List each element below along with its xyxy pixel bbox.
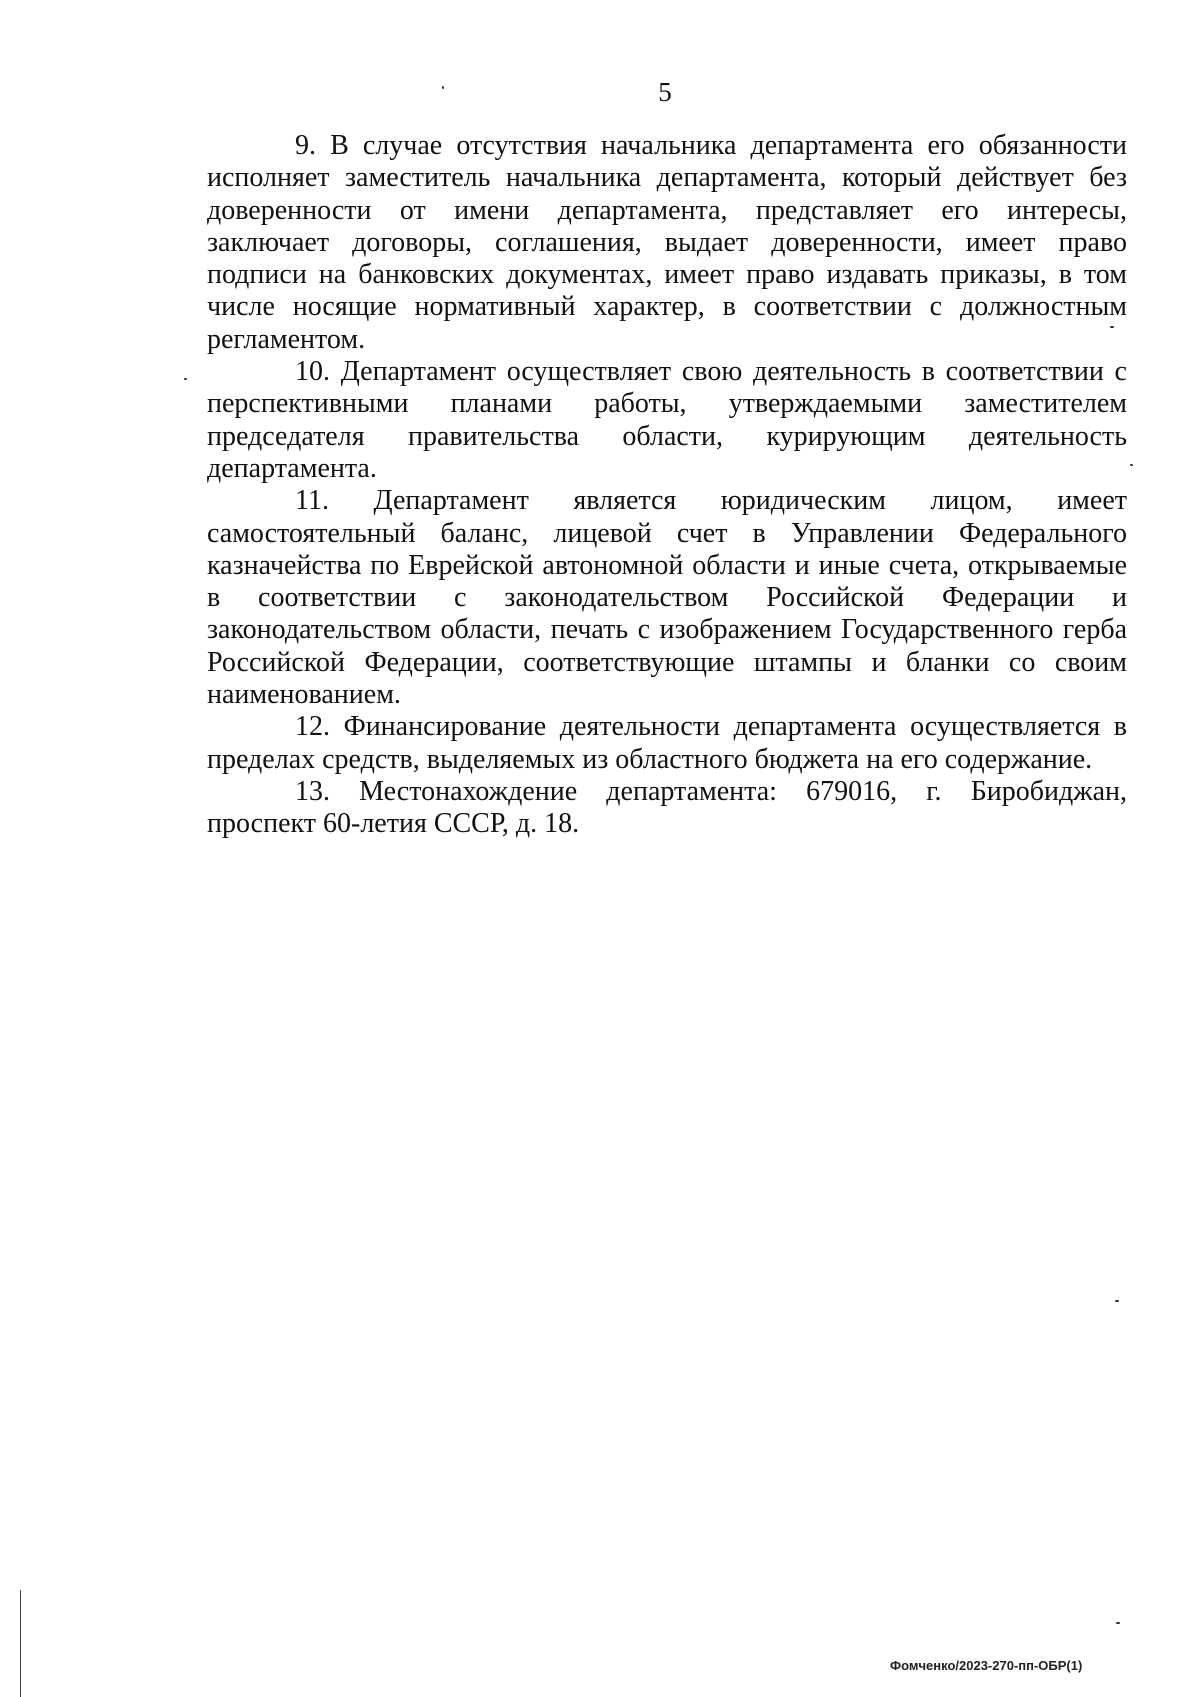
document-registration-code: Фомченко/2023-270-пп-ОБР(1): [890, 1658, 1083, 1673]
document-body: [207, 130, 1127, 841]
scan-speck: [184, 378, 187, 380]
paragraph-10: 10. Департамент осуществляет свою деятельность в соответствии с перспективными планами работы, утверждаемыми заместителем председателя правительства области, курирующим деятельность департамента.: [207, 356, 1127, 484]
scan-speck: [1115, 1300, 1119, 1302]
scan-speck: [1116, 1622, 1120, 1624]
page-number: 5: [658, 77, 672, 107]
paragraph-9: 9. В случае отсутствия начальника департамента его обязанности исполняет заместитель начальника департамента, который действует без доверенности от имени департамента, представляет его интересы, заключает договоры, соглашения, выдает доверенности, имеет право подписи на банковских документах, имеет право издавать приказы, в том числе носящие нормативный характер, в соответствии с должностным регламентом.: [207, 130, 1127, 355]
paragraph-11: 11. Департамент является юридическим лицом, имеет самостоятельный баланс, лицевой счет в Управлении Федерального казначейства по Еврейской автономной области и иные счета, открываемые в соответствии с законодательством Российской Федерации и законодательством области, печать с изображением Государственного герба Российской Федерации, соответствующие штампы и бланки со своим наименованием.: [207, 485, 1127, 711]
scan-speck: [442, 86, 444, 89]
paragraph-12: 12. Финансирование деятельности департамента осуществляется в пределах средств, выделяемых из областного бюджета на его содержание.: [207, 711, 1127, 775]
paragraph-13: 13. Местонахождение департамента: 679016, г. Биробиджан, проспект 60-летия СССР, д. 18.: [207, 775, 1127, 840]
scan-speck: [1110, 326, 1114, 328]
scan-edge-line: [20, 1590, 21, 1697]
scan-speck: [1130, 464, 1133, 466]
